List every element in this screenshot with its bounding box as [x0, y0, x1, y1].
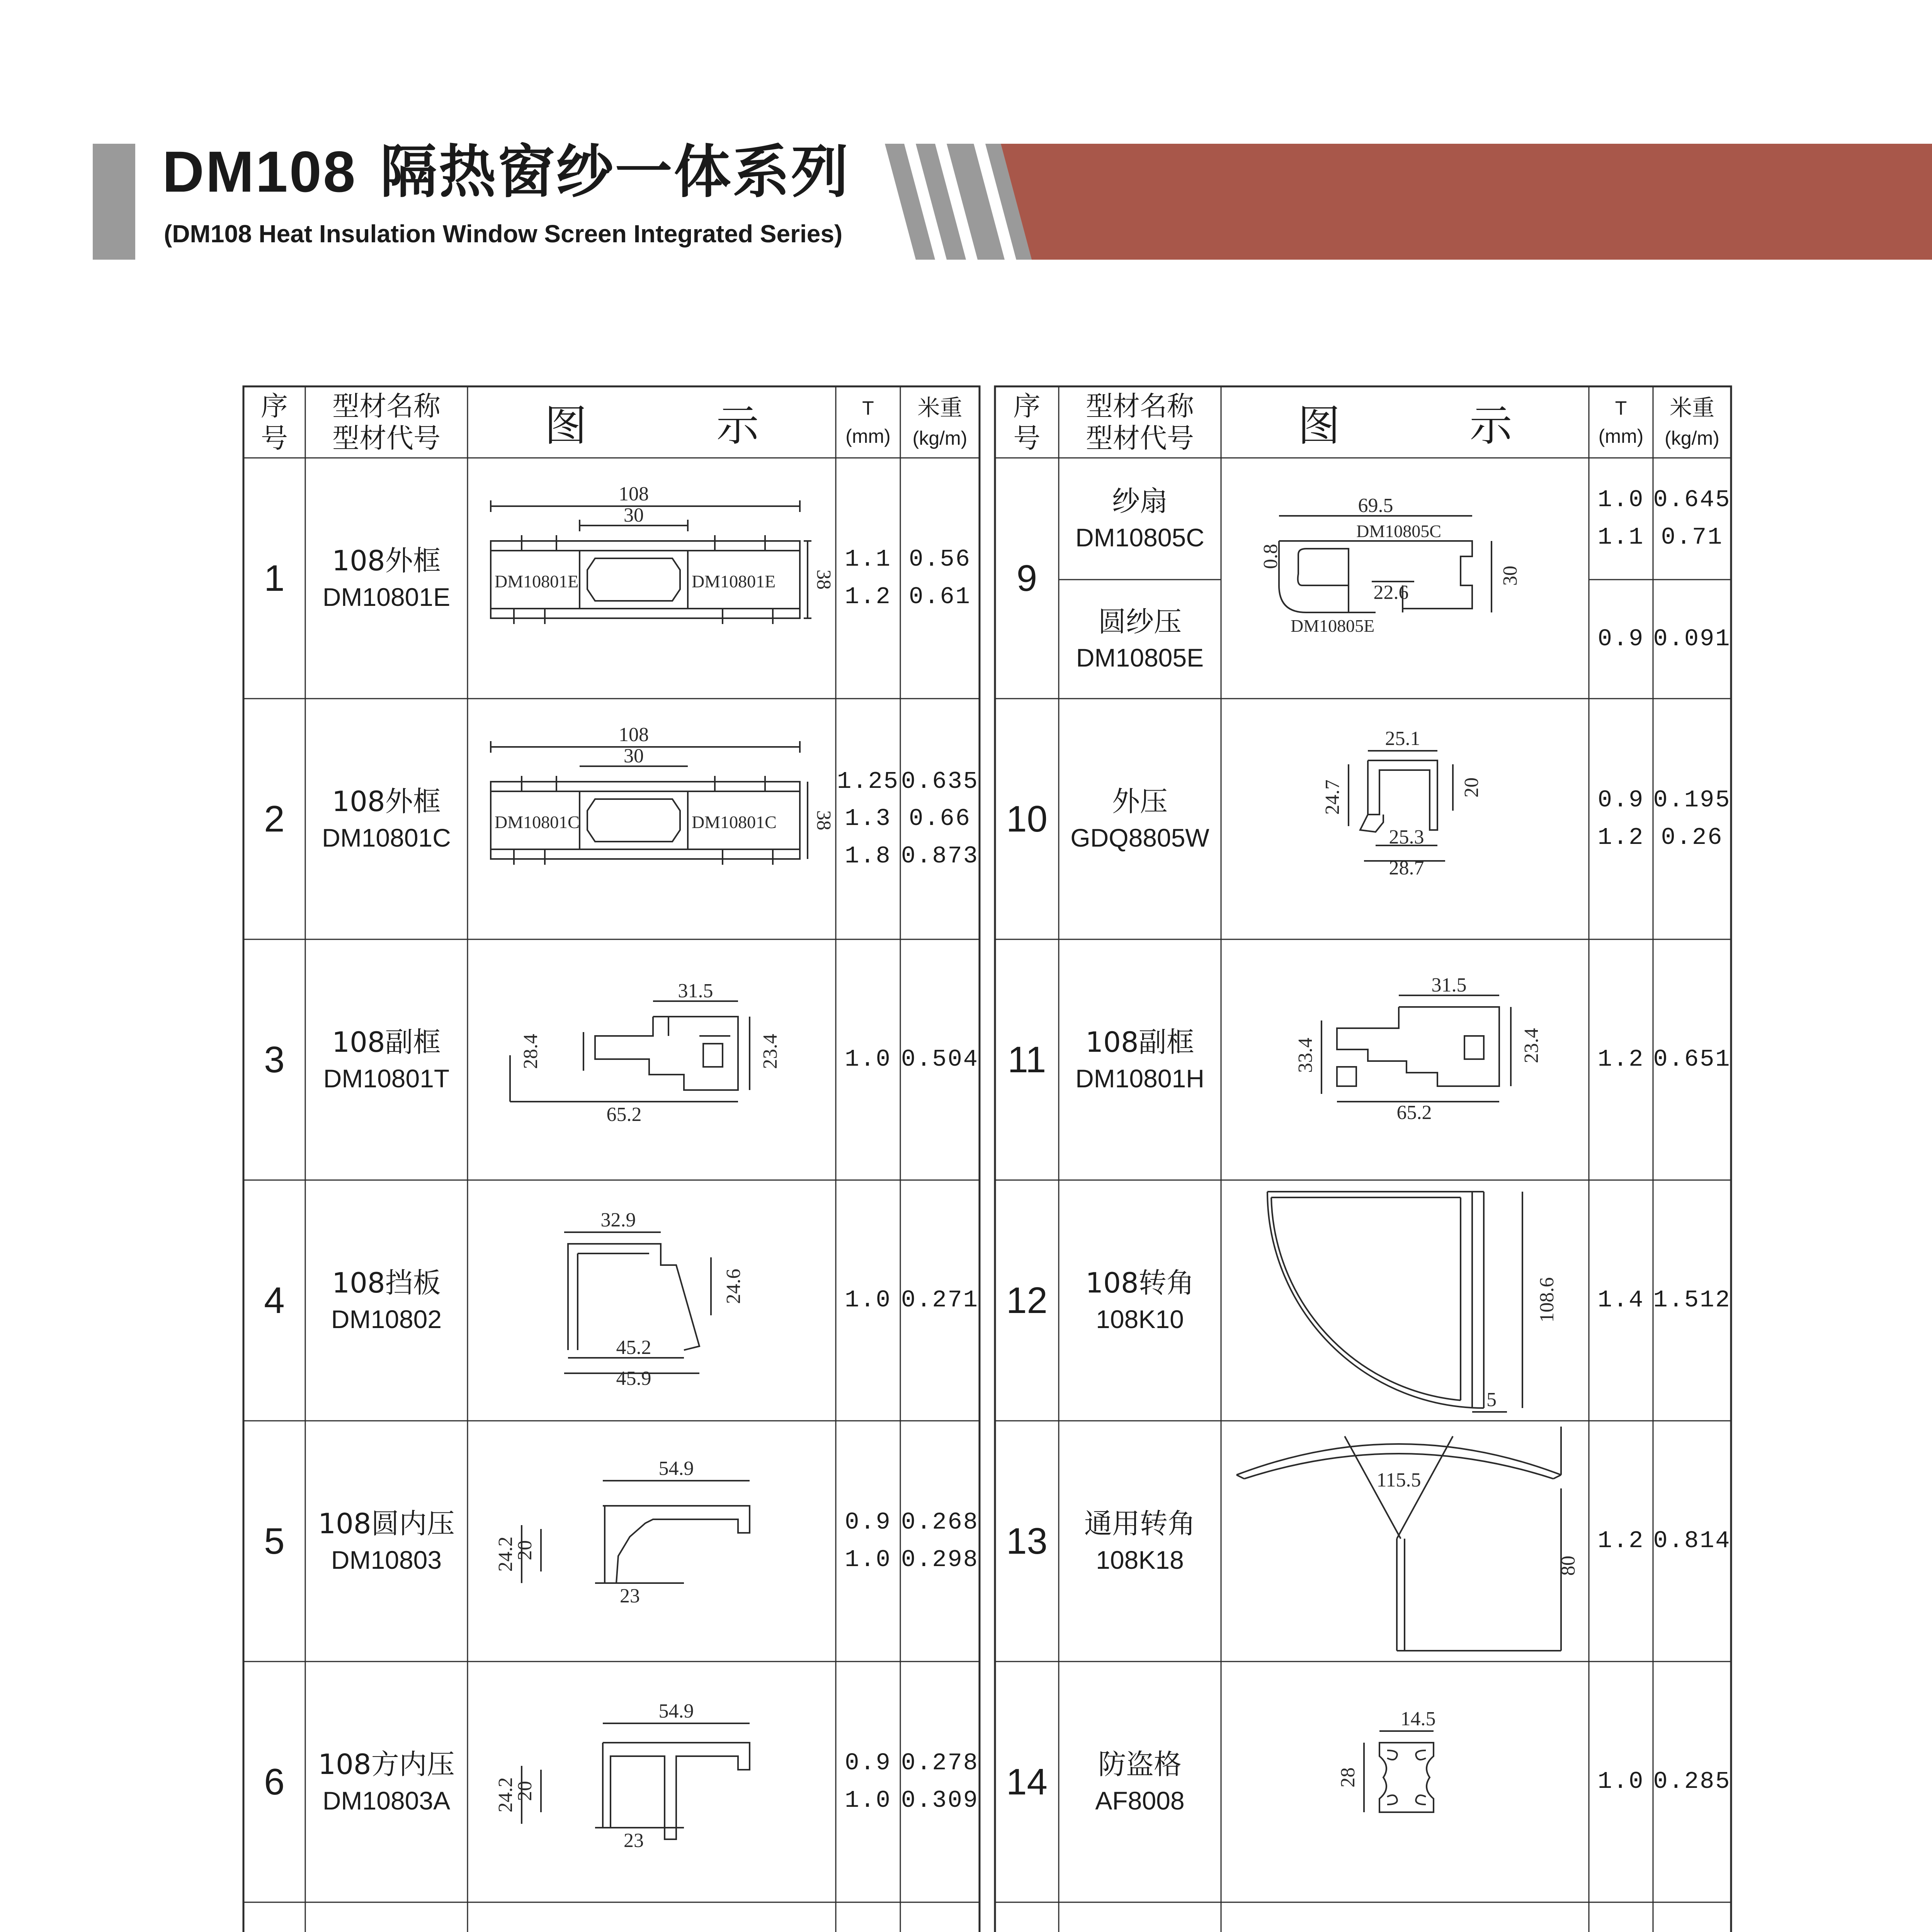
row-2-name	[305, 699, 468, 939]
dim-10-c: 20	[1461, 777, 1483, 798]
row-14-w-1: 0.285	[1653, 1768, 1731, 1796]
row-1-no: 1	[264, 557, 285, 599]
profile-drawing-13	[1221, 1421, 1589, 1662]
row-4-w	[900, 1180, 980, 1421]
row-13-t	[1589, 1421, 1653, 1662]
row-12-t-1: 1.4	[1597, 1286, 1645, 1314]
dim-11-c: 23.4	[1520, 1028, 1543, 1063]
row-9b-t-1: 0.9	[1597, 625, 1645, 653]
row-9b-part-code: DM10805E	[1076, 643, 1204, 672]
row-3-w-1: 0.504	[901, 1046, 979, 1073]
th-figure-r-label: 图 示	[1298, 401, 1570, 451]
th-figure-r	[1221, 386, 1589, 458]
row-7-w	[900, 1902, 980, 1932]
row-1-name	[305, 458, 468, 699]
row-9b-part-name: 圆纱压	[1098, 605, 1182, 638]
row-6-w	[900, 1662, 980, 1902]
dim-3-c: 23.4	[759, 1034, 781, 1069]
row-9-no: 9	[1016, 557, 1037, 599]
row-3-part-name: 108副框	[332, 1026, 441, 1059]
row-4-t-1: 1.0	[845, 1286, 891, 1314]
th-t-r-line2: (mm)	[1598, 425, 1644, 447]
th-seq-r	[995, 386, 1059, 458]
row-3-t	[836, 939, 900, 1180]
row-14-t	[1589, 1662, 1653, 1902]
dim-11-a: 31.5	[1431, 974, 1467, 996]
row-4-no: 4	[264, 1279, 285, 1321]
row-6-t-1: 0.9	[845, 1749, 891, 1777]
profile-drawing-3	[468, 939, 836, 1180]
th-seq-line2: 号	[261, 422, 288, 454]
profile-drawing-9	[1221, 458, 1589, 699]
dim-3-d: 65.2	[606, 1104, 642, 1126]
th-name-r	[1059, 386, 1221, 458]
row-10-t-1: 0.9	[1597, 786, 1645, 814]
row-6-w-2: 0.309	[901, 1786, 979, 1814]
row-2-part-name: 108外框	[332, 785, 441, 818]
row-3-part-code: DM10801T	[323, 1064, 450, 1093]
row-1-part-code: DM10801E	[322, 582, 451, 611]
profile-drawing-2	[468, 699, 836, 939]
row-10-w-1: 0.195	[1653, 786, 1731, 814]
profile-drawing-12	[1221, 1180, 1589, 1421]
dim-3-a: 31.5	[678, 980, 713, 1002]
row-14-t-1: 1.0	[1597, 1768, 1645, 1796]
dim-12-a: 108.6	[1536, 1277, 1558, 1323]
row-12-w	[1653, 1180, 1731, 1421]
dim-9-a: 69.5	[1358, 495, 1393, 517]
dim-5-d: 23	[620, 1585, 640, 1607]
row-11-t-1: 1.2	[1597, 1046, 1645, 1073]
row-11-part-code: DM10801H	[1075, 1064, 1204, 1093]
row-9a-part-code: DM10805C	[1075, 523, 1204, 552]
profile-drawing-1	[468, 458, 836, 699]
row-12-w-1: 1.512	[1653, 1286, 1731, 1314]
th-name-r-line1: 型材名称	[1086, 390, 1194, 422]
row-7-name	[305, 1902, 468, 1932]
th-name-r-line2: 型材代号	[1086, 422, 1194, 454]
row-4-w-1: 0.271	[901, 1286, 979, 1314]
row-5-no: 5	[264, 1520, 285, 1562]
th-weight-line2: (kg/m)	[912, 427, 968, 449]
row-12-part-name: 108转角	[1085, 1267, 1194, 1299]
row-15-t	[1589, 1902, 1653, 1932]
th-name	[305, 386, 468, 458]
row-4-t	[836, 1180, 900, 1421]
row-5-w-2: 0.298	[901, 1546, 979, 1573]
row-9a-t-1: 1.0	[1597, 486, 1645, 514]
row-1-w-2: 0.61	[909, 583, 971, 611]
th-t	[836, 386, 900, 458]
th-weight-r-line2: (kg/m)	[1665, 427, 1719, 449]
row-6-w-1: 0.278	[901, 1749, 979, 1777]
row-1-t	[836, 458, 900, 699]
row-6-name	[305, 1662, 468, 1902]
row-2-w-3: 0.873	[901, 842, 979, 870]
profile-drawing-11	[1221, 939, 1589, 1180]
row-10-name	[1059, 699, 1221, 939]
th-weight-r	[1653, 386, 1731, 458]
row-9a-name	[1059, 458, 1221, 580]
row-2-no: 2	[264, 798, 285, 840]
dim-4-b: 24.6	[723, 1269, 745, 1304]
row-12-name	[1059, 1180, 1221, 1421]
dim-6-b: 24.2	[495, 1777, 517, 1813]
row-13-w	[1653, 1421, 1731, 1662]
dim-11-b: 33.4	[1294, 1037, 1316, 1073]
dim-14-b: 28	[1337, 1767, 1359, 1787]
dim-4-d: 45.9	[616, 1367, 651, 1389]
dim-9-e: 30	[1499, 566, 1521, 586]
row-10-w-2: 0.26	[1661, 823, 1723, 851]
row-12-part-code: 108K10	[1096, 1304, 1184, 1333]
row-6-no: 6	[264, 1761, 285, 1803]
row-9a-t	[1589, 458, 1653, 580]
row-9b-w-1: 0.091	[1653, 625, 1731, 653]
th-t-r	[1589, 386, 1653, 458]
row-15-no	[995, 1902, 1059, 1932]
row-15-name	[1059, 1902, 1221, 1932]
row-2-t-3: 1.8	[845, 842, 891, 870]
row-9a-w-1: 0.645	[1653, 486, 1731, 514]
profile-drawing-10	[1221, 699, 1589, 939]
dim-1-a: 108	[619, 483, 649, 505]
page-subtitle: (DM108 Heat Insulation Window Screen Integrated Series)	[164, 220, 843, 248]
row-6-part-code: DM10803A	[322, 1786, 451, 1815]
th-t-line2: (mm)	[845, 425, 891, 447]
row-5-w	[900, 1421, 980, 1662]
row-9b-w	[1653, 580, 1731, 699]
row-13-part-code: 108K18	[1096, 1545, 1184, 1574]
row-1-w-1: 0.56	[909, 546, 971, 573]
row-4-part-name: 108挡板	[332, 1267, 441, 1299]
row-11-part-name: 108副框	[1085, 1026, 1194, 1059]
row-5-name	[305, 1421, 468, 1662]
row-3-w	[900, 939, 980, 1180]
row-7-t	[836, 1902, 900, 1932]
row-7-no	[243, 1902, 305, 1932]
row-13-part-name: 通用转角	[1084, 1507, 1196, 1540]
dim-1-l2: DM10801E	[692, 571, 776, 591]
row-5-t-1: 0.9	[845, 1509, 891, 1536]
dim-2-l2: DM10801C	[692, 812, 777, 832]
row-9b-t	[1589, 580, 1653, 699]
row-2-w-1: 0.635	[901, 768, 979, 796]
dim-14-a: 14.5	[1400, 1708, 1436, 1730]
row-1-t-2: 1.2	[845, 583, 891, 611]
row-10-t-2: 1.2	[1597, 823, 1645, 851]
dim-10-d: 25.3	[1389, 826, 1424, 848]
row-2-w	[900, 699, 980, 939]
th-t-r-line1: T	[1615, 397, 1627, 419]
row-5-part-code: DM10803	[331, 1545, 442, 1574]
row-9a-part-name: 纱扇	[1112, 485, 1168, 518]
row-1-w	[900, 458, 980, 699]
dim-2-l1: DM10801C	[495, 812, 580, 832]
row-10-w	[1653, 699, 1731, 939]
dim-1-c: 38	[813, 570, 835, 590]
profile-drawing-15	[1221, 1902, 1589, 1932]
row-9a-w	[1653, 458, 1731, 580]
row-3-no: 3	[264, 1039, 285, 1080]
row-14-no: 14	[1006, 1761, 1048, 1803]
row-2-t-1: 1.25	[837, 768, 899, 796]
series-title-cn: 隔热窗纱一体系列	[380, 139, 850, 205]
row-2-t	[836, 699, 900, 939]
dim-9-d: 22.6	[1373, 582, 1409, 604]
dim-10-a: 25.1	[1385, 728, 1420, 750]
dim-6-a: 54.9	[658, 1700, 694, 1722]
dim-9-f: DM10805E	[1291, 616, 1375, 636]
th-seq	[243, 386, 305, 458]
dim-13-a: 115.5	[1376, 1469, 1421, 1491]
row-13-t-1: 1.2	[1597, 1527, 1645, 1555]
row-13-w-1: 0.814	[1653, 1527, 1731, 1555]
row-9b-name	[1059, 580, 1221, 699]
row-11-name	[1059, 939, 1221, 1180]
dim-5-c: 20	[514, 1540, 536, 1560]
th-seq-r-line1: 序	[1013, 390, 1041, 422]
row-2-w-2: 0.66	[909, 805, 971, 833]
row-13-name	[1059, 1421, 1221, 1662]
dim-4-a: 32.9	[600, 1209, 636, 1231]
row-10-part-name: 外压	[1112, 785, 1168, 818]
dim-1-b: 30	[624, 504, 644, 526]
row-11-no: 11	[1007, 1039, 1046, 1080]
row-9a-w-2: 0.71	[1661, 523, 1723, 551]
profile-drawing-6	[468, 1662, 836, 1902]
dim-10-e: 28.7	[1389, 857, 1424, 879]
dim-6-d: 23	[624, 1830, 644, 1852]
dim-13-b: 80	[1557, 1556, 1579, 1576]
model-code: DM108	[162, 139, 357, 204]
profile-drawing-14	[1221, 1662, 1589, 1902]
row-11-w-1: 0.651	[1653, 1046, 1731, 1073]
row-10-no: 10	[1006, 798, 1048, 840]
th-weight	[900, 386, 980, 458]
dim-5-a: 54.9	[658, 1458, 694, 1480]
th-figure	[468, 386, 836, 458]
row-6-t	[836, 1662, 900, 1902]
row-14-w	[1653, 1662, 1731, 1902]
row-12-no: 12	[1006, 1279, 1048, 1321]
row-5-t	[836, 1421, 900, 1662]
row-11-w	[1653, 939, 1731, 1180]
th-name-line2: 型材代号	[332, 422, 440, 454]
th-name-line1: 型材名称	[332, 390, 440, 422]
dim-2-c: 38	[813, 810, 835, 830]
row-13-no: 13	[1006, 1520, 1048, 1562]
row-3-name	[305, 939, 468, 1180]
dim-11-d: 65.2	[1396, 1102, 1432, 1124]
th-figure-label: 图 示	[544, 401, 817, 451]
dim-4-c: 45.2	[616, 1337, 651, 1359]
th-seq-r-line2: 号	[1013, 422, 1041, 454]
row-9a-t-2: 1.1	[1597, 523, 1645, 551]
row-2-part-code: DM10801C	[322, 823, 451, 852]
profile-drawing-7	[468, 1902, 836, 1932]
dim-9-b: DM10805C	[1356, 521, 1441, 541]
dim-10-b: 24.7	[1321, 779, 1344, 815]
row-5-part-name: 108圆内压	[318, 1507, 455, 1540]
row-10-t	[1589, 699, 1653, 939]
dim-9-c: 0.8	[1260, 544, 1282, 569]
dim-12-b: 5	[1486, 1389, 1497, 1411]
row-14-part-code: AF8008	[1095, 1786, 1185, 1815]
row-12-t	[1589, 1180, 1653, 1421]
row-4-name	[305, 1180, 468, 1421]
dim-6-c: 20	[514, 1781, 536, 1801]
row-6-part-name: 108方内压	[318, 1748, 455, 1781]
row-1-part-name: 108外框	[332, 544, 441, 577]
th-weight-line1: 米重	[917, 395, 963, 421]
dim-1-l1: DM10801E	[495, 571, 579, 591]
row-3-t-1: 1.0	[845, 1046, 891, 1073]
dim-5-b: 24.2	[495, 1536, 517, 1572]
row-4-part-code: DM10802	[331, 1304, 442, 1333]
row-15-w	[1653, 1902, 1731, 1932]
th-t-line1: T	[862, 397, 874, 419]
row-6-t-2: 1.0	[845, 1786, 891, 1814]
row-14-part-name: 防盗格	[1098, 1748, 1182, 1781]
row-5-w-1: 0.268	[901, 1509, 979, 1536]
profile-drawing-4	[468, 1180, 836, 1421]
row-14-name	[1059, 1662, 1221, 1902]
dim-2-b: 30	[624, 745, 644, 767]
row-10-part-code: GDQ8805W	[1070, 823, 1209, 852]
dim-3-b: 28.4	[520, 1034, 542, 1069]
th-seq-line1: 序	[261, 390, 288, 422]
profile-drawing-5	[468, 1421, 836, 1662]
row-11-t	[1589, 939, 1653, 1180]
th-weight-r-line1: 米重	[1669, 395, 1714, 421]
row-2-t-2: 1.3	[845, 805, 891, 833]
row-5-t-2: 1.0	[845, 1546, 891, 1573]
row-1-t-1: 1.1	[845, 546, 891, 573]
dim-2-a: 108	[619, 724, 649, 746]
